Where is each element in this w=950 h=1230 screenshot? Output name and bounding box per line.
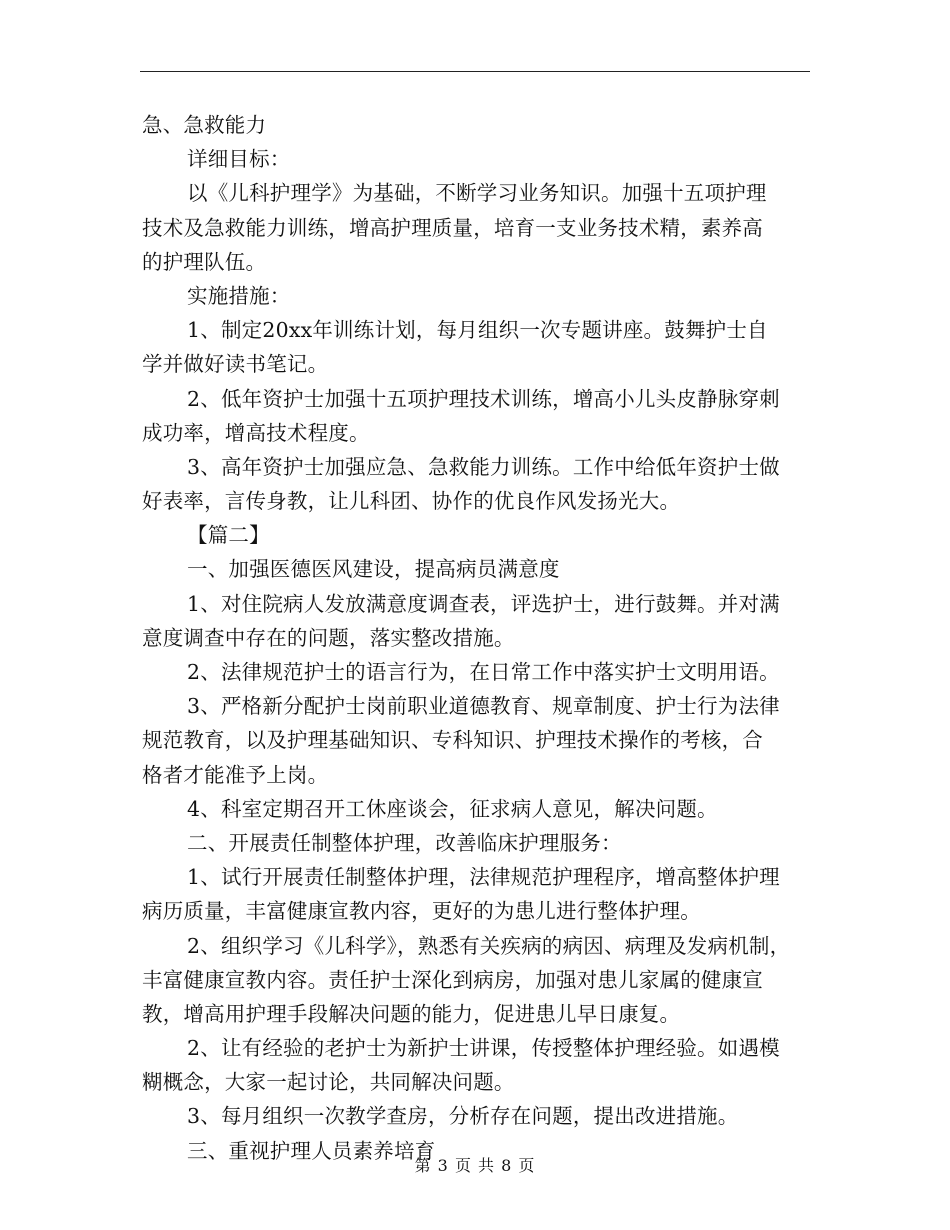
text-line: 意度调查中存在的问题，落实整改措施。 — [142, 625, 515, 650]
text-line: 2、组织学习《儿科学》，熟悉有关疾病的病因、病理及发病机制， — [187, 933, 791, 958]
text-line: 教，增高用护理手段解决问题的能力，促进患儿早日康复。 — [142, 1001, 681, 1026]
header-rule — [140, 71, 810, 72]
text-line: 1、试行开展责任制整体护理，法律规范护理程序，增高整体护理 — [187, 865, 780, 890]
text-line: 3、高年资护士加强应急、急救能力训练。工作中给低年资护士做 — [187, 454, 780, 479]
text-line: 二、开展责任制整体护理，改善临床护理服务： — [187, 830, 622, 855]
text-line: 急、急救能力 — [142, 113, 267, 137]
document-body — [142, 108, 808, 1168]
text-line: 2、法律规范护士的语言行为，在日常工作中落实护士文明用语。 — [187, 660, 780, 684]
text-line: 详细目标： — [187, 147, 291, 172]
text-line: 1、对住院病人发放满意度调查表，评选护士，进行鼓舞。并对满 — [187, 591, 780, 616]
text-line: 丰富健康宣教内容。责任护士深化到病房，加强对患儿家属的健康宣 — [142, 967, 763, 992]
text-line: 3、每月组织一次教学查房，分析存在问题，提出改进措施。 — [187, 1104, 739, 1129]
text-line: 实施措施： — [187, 283, 291, 308]
text-line: 病历质量，丰富健康宣教内容，更好的为患儿进行整体护理。 — [142, 899, 701, 924]
text-line: 的护理队伍。 — [142, 249, 267, 274]
text-line: 一、加强医德医风建设，提高病员满意度 — [187, 557, 560, 582]
section-heading: 【篇二】 — [187, 523, 270, 548]
text-line: 1、制定20xx年训练计划，每月组织一次专题讲座。鼓舞护士自 — [187, 318, 768, 343]
text-line: 三、重视护理人员素养培育 — [187, 1138, 436, 1163]
text-line: 3、严格新分配护士岗前职业道德教育、规章制度、护士行为法律 — [187, 694, 780, 719]
text-line: 成功率，增高技术程度。 — [142, 420, 370, 445]
text-line: 好表率，言传身教，让儿科团、协作的优良作风发扬光大。 — [142, 489, 681, 514]
page-number-footer: 第 3 页 共 8 页 — [414, 1156, 536, 1175]
text-line: 2、低年资护士加强十五项护理技术训练，增高小儿头皮静脉穿刺 — [187, 386, 780, 411]
text-line: 学并做好读书笔记。 — [142, 352, 329, 377]
text-line: 以《儿科护理学》为基础，不断学习业务知识。加强十五项护理 — [187, 181, 767, 206]
text-line: 糊概念，大家一起讨论，共同解决问题。 — [142, 1070, 515, 1095]
text-line: 格者才能准予上岗。 — [142, 762, 329, 787]
text-line: 4、科室定期召开工休座谈会，征求病人意见，解决问题。 — [187, 796, 718, 821]
text-line: 2、让有经验的老护士为新护士讲课，传授整体护理经验。如遇模 — [187, 1036, 780, 1061]
text-line: 技术及急救能力训练，增高护理质量，培育一支业务技术精，素养高 — [142, 215, 763, 240]
text-line: 规范教育，以及护理基础知识、专科知识、护理技术操作的考核，合 — [142, 728, 763, 753]
